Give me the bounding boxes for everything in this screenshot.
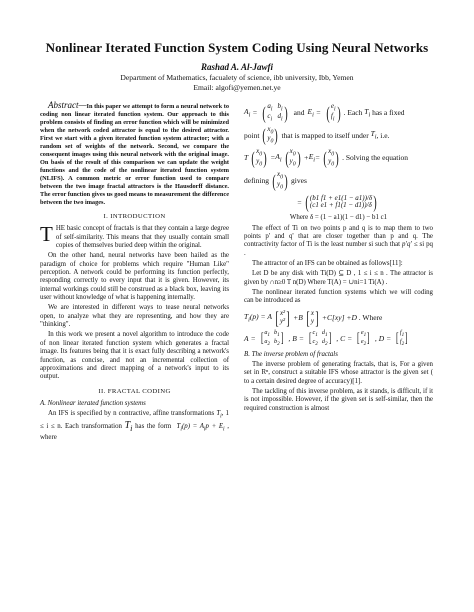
attractor-disk-paragraph: Let D be any disk with Ti(D) ⊆ D , 1 ≤ i ≤ n . The attractor is given by ∩n≥0 T n(D) Where T(A) = ∪ni=1 Ti(A) .	[244, 270, 433, 286]
section-heading-introduction: I. INTRODUCTION	[103, 213, 166, 221]
contractivity-paragraph: The effect of Ti on two points p and q is to map them to two points p' and q' that are closer together than p and q. The contractivity factor of Ti is the least number si such that p'q' ≤ si pq .	[244, 224, 433, 257]
right-column	[244, 100, 433, 445]
coefficient-matrices: A = [ $a_1$ $b_1$ $a_2$ $b_2$ ] , B = [ $c_1$ $d_1$ $c_2$ $d_2$ ] , C = [ $e_1$ $e_2$ ] , D = [ $f_1$ $f_2$ ]	[244, 328, 408, 347]
author-affiliation: Department of Mathematics, facualety of science, ibb university, Ibb, Yemen	[120, 73, 354, 82]
inverse-problem-paragraph-1: The inverse problem of generating fractals, that is, For a given set in Rⁿ, construct a suitable IFS whose attractor is the given set ( to a certain desired degree of accuracy)[1].	[244, 361, 433, 385]
section-heading-fractal-coding: II. FRACTAL CODING	[98, 387, 171, 395]
fixed-point-solution: = ( (b1 f1 + e1(1 − a1))/δ (c1 e1 + f1(1 − d1))/δ )	[296, 192, 377, 213]
attractor-paragraph: The attractor of an IFS can be obtained as follows[11]:	[252, 260, 403, 268]
fixed-point-equation: T ( $x_0$ $y_0$ ) = $A_i$ ( $x_0$ $y_0$ ) + $E_i$ = ( $x_0$ $y_0$ ) . Solving the equation	[244, 147, 408, 168]
defining-line: defining ( $x_0$ $y_0$ ) gives	[244, 169, 307, 191]
intro-paragraph-1: THE basic concept of fractals is that they contain a large degree of self-similarity. This means that they usually contain small copies of themselves buried deep within the original.	[40, 222, 229, 250]
subsection-heading-a: A. Nonlinear iterated function systems	[40, 399, 146, 407]
abstract-text: In this paper we attempt to form a neural network to coding non linear iterated function system. Our approach to this problem consists of finding an error function which will be minimized when the network coded attractor is equal to the desired attractor. First we start with a given iterated function system attractor; with a random set of weights of the network. Second, we compare the consequent images using this neural network with the original image. On basis of the result of this comparison we can update the weight functions and the code of the nonlinear iterated function system (NLIFS). A common metric or error function used to compare between the two image fractal attractors is the Hausdorff distance. The error function gives us good means to measurement the difference between the two images.	[40, 103, 229, 207]
paper-title: Nonlinear Iterated Function System Coding Using Neural Networks	[45, 40, 429, 55]
ifs-paragraph: An IFS is specified by n contractive, affine transformations $T_i$, 1 ≤ i ≤ n. Each transformation $T_i$ has the form $T_i(p) = A_ip + E_i$ , where	[40, 409, 229, 442]
drop-cap: T	[40, 222, 53, 247]
inverse-problem-paragraph-2: The tackling of this inverse problem, as it stands, is difficult, if it is not impossible. However, if the given set is self-similar, then the required construction is almost	[244, 388, 433, 412]
intro-paragraph-4: In this work we present a novel algorithm to introduce the code of non linear iterated function system which generates a fractal image. Its features being that it is exact fully describing a network's function, as concise, and not an incremental collection of approximations and direct mapping of a network's input to its output.	[40, 331, 229, 381]
left-column	[40, 100, 229, 445]
two-column-body	[40, 100, 434, 445]
nonlinear-ifs-paragraph: The nonlinear iterated function systems which we will coding can be introduced as	[244, 289, 433, 305]
matrix-definition-equation: $A_i$ = ( $a_i$ $b_i$ $c_i$ $d_i$ ) and $E_i$ = ( $e_i$ $f_i$ ) . Each $T_i$ has a fixed	[244, 102, 405, 123]
author-email: Email: algofi@yemen.net.ye	[193, 83, 281, 92]
subsection-heading-b: B. The inverse problem of fractals	[244, 350, 338, 358]
abstract	[40, 100, 229, 207]
intro-paragraph-3: We are interested in different ways to tease neural networks open, to analyze what they are representing, and how they are "thinking".	[40, 304, 229, 329]
nonlinear-ifs-equation: $T_i(p) = A$ [ x² y² ] + B [ x y ] + C [ xy ] + D . Where	[244, 307, 383, 328]
abstract-label: Abstract—	[48, 100, 87, 110]
intro-paragraph-2: On the other hand, neural networks have been hailed as the paradigm of choice for problems which require "Human Like" perception. A network could be performing its function perfectly, responding correctly to every input that it is given. However, its internal workings could still be construed as a black box, leaving its user without knowledge of what is happening internally.	[40, 252, 229, 302]
delta-definition: Where δ = (1 − a1)(1 − d1) − b1 c1	[289, 214, 388, 222]
fixed-point-line: point ( $x_0$ $y_0$ ) that is mapped to itself under $T_i$ , i.e.	[244, 124, 390, 146]
author-name: Rashad A. Al-Jawfi	[200, 62, 274, 72]
